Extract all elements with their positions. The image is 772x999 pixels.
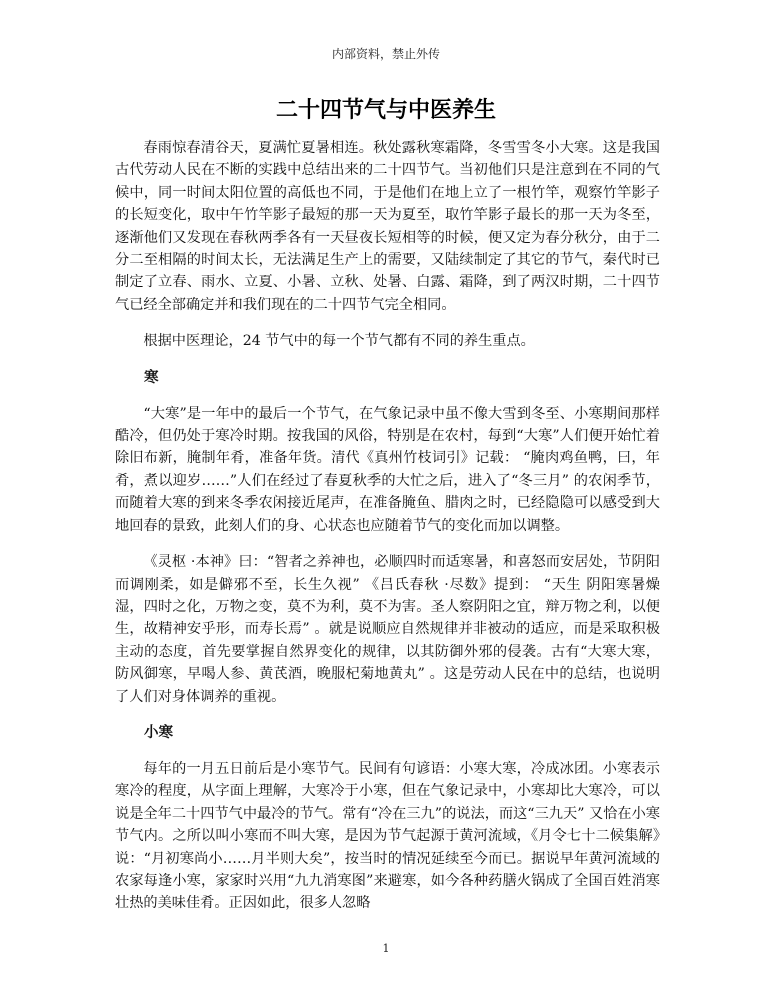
document-body <box>115 137 660 929</box>
xiaohan-paragraph-1: 每年的一月五日前后是小寒节气。民间有句谚语：小寒大寒，冷成冰团。小寒表示寒冷的程度，从字面上理解，大寒冷于小寒，但在气象记录中，小寒却比大寒冷，可以说是全年二十四节气中最冷的节气。常有“冷在三九”的说法，而这“三九天” 又恰在小寒节气内。之所以叫小寒而不叫大寒，是因为节气起源于黄河流域，《月令七十二候集解》说：“月初寒尚小……月半则大矣”，按当时的情况延续至今而已。据说早年黄河流域的农家每逢小寒，家家时兴用“九九消寒图”来避寒，如今各种药膳火锅成了全国百姓消寒壮热的美味佳肴。正因如此，很多人忽略 <box>115 760 660 912</box>
page-header: 内部资料，禁止外传 <box>331 47 440 61</box>
page-number: 1 <box>382 942 390 955</box>
document-title: 二十四节气与中医养生 <box>275 97 496 123</box>
intro-paragraph: 春雨惊春清谷天，夏满忙夏暑相连。秋处露秋寒霜降，冬雪雪冬小大寒。这是我国古代劳动人民在不断的实践中总结出来的二十四节气。当初他们只是注意到在不同的气候中，同一时间太阳位置的高低也不同，于是他们在地上立了一根竹竿，观察竹竿影子的长短变化，取中午竹竿影子最短的那一天为夏至，取竹竿影子最长的那一天为冬至，逐渐他们又发现在春秋两季各有一天昼夜长短相等的时候，便又定为春分秋分，由于二分二至相隔的时间太长，无法满足生产上的需要，又陆续制定了其它的节气，秦代时已制定了立春、雨水、立夏、小暑、立秋、处暑、白露、霜降，到了两汉时期，二十四节气已经全部确定并和我们现在的二十四节气完全相同。 <box>115 140 660 313</box>
section-heading-xiaohan: 小寒 <box>144 723 173 741</box>
han-paragraph-1: “大寒”是一年中的最后一个节气，在气象记录中虽不像大雪到冬至、小寒期间那样酷冷，但仍处于寒冷时期。按我国的风俗，特别是在农村，每到“大寒”人们便开始忙着除旧布新，腌制年肴，准备年货。清代《真州竹枝词引》记载： “腌肉鸡鱼鸭，曰，年肴，煮以迎岁……”人们在经过了春夏秋季的大忙之后，进入了“冬三月” 的农闲季节，而随着大寒的到来冬季农闲接近尾声，在准备腌鱼、腊肉之时，已经隐隐可以感受到大地回春的景致，此刻人们的身、心状态也应随着节气的变化而加以调整。 <box>115 405 660 534</box>
han-paragraph-2: 《灵枢 ·本神》曰：“智者之养神也，必顺四时而适寒暑，和喜怒而安居处，节阴阳而调刚柔，如是僻邪不至，长生久视” 《吕氏春秋 ·尽数》提到： “天生 阴阳寒暑燥湿，四时之化，万物之变，莫不为利，莫不为害。圣人察阴阳之宜，辩万物之利，以便生，故精神安乎形，而寿长焉” 。就是说顺应自然规律并非被动的适应，而是采取积极主动的态度，首先要掌握自然界变化的规律，以其防御外邪的侵袭。古有“大寒大寒，防风御寒，早喝人参、黄芪酒，晚服杞菊地黄丸” 。这是劳动人民在中的总结，也说明了人们对身体调养的重视。 <box>115 554 660 705</box>
theory-paragraph: 根据中医理论，24 节气中的每一个节气都有不同的养生重点。 <box>143 333 535 350</box>
section-heading-han: 寒 <box>144 368 159 386</box>
